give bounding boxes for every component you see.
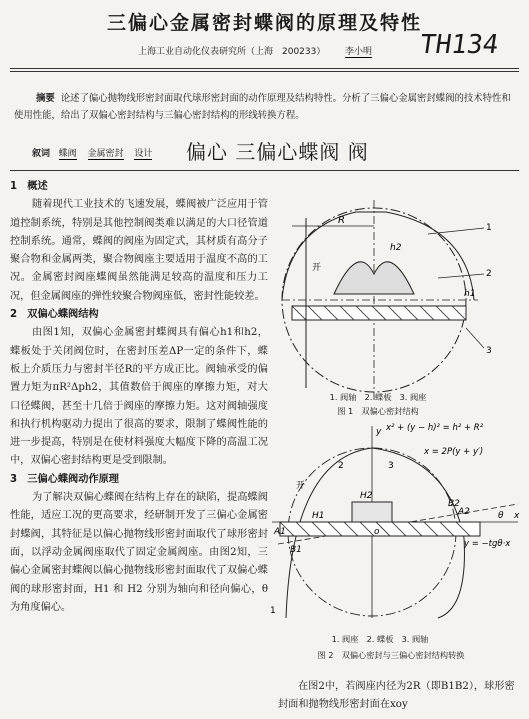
fig2-label-n3: 3	[388, 461, 394, 471]
fig2-label-a2: A2	[458, 507, 470, 517]
fig2-eq-parabola: x = 2P(y + y′)	[424, 447, 484, 457]
handwritten-keywords: 偏心 三偏心蝶阀 阀	[186, 140, 369, 164]
fig1-label-h1: h1	[464, 289, 476, 299]
fig2-label-n2: 2	[338, 461, 344, 471]
fig2-label-y: y	[376, 427, 382, 437]
fig1-label-h2: h2	[390, 243, 402, 253]
fig2-label-x: x	[514, 511, 520, 521]
figure-1-diagram	[278, 178, 523, 418]
fig2-seat	[280, 522, 480, 536]
fig2-label-b2: B2	[448, 499, 460, 509]
fig2-label-o: o	[374, 527, 380, 537]
keyword-2: 金属密封	[87, 149, 124, 159]
fig1-label-r: R	[338, 215, 345, 226]
paragraph-1: 随着现代工业技术的飞速发展，蝶阀被广泛应用于管道控制系统，特别是其他控制阀类难以满足的大口径管道控制系统。通常，蝶阀的阀座为固定式，其材质有高分子聚合物和金属两类，聚合物阀座主要适用于温度不高的工况。金属密封阀座蝶阀虽然能满足较高的温度和压力工况，但金属阀座的弹性较聚合物阀座低，密封性能较差。	[10, 199, 268, 302]
keywords	[32, 146, 160, 159]
figure-2-legend: 1. 阀座 2. 蝶板 3. 阀轴	[331, 634, 429, 644]
fig2-label-h1: H1	[312, 511, 325, 521]
header-rule-top	[10, 68, 519, 69]
fig1-label-n2: 2	[486, 269, 492, 279]
section-1-title: 1 概述	[10, 181, 48, 192]
paragraph-3: 为了解决双偏心蝶阀在结构上存在的缺陷，提高蝶阀性能，适应工况的更高要求，经研制开发了三偏心金属密封蝶阀，其特征是以偏心抛物线形密封面取代了球形密封面，以浮动金属阀座取代了固定金属阀座。由图2知，三偏心金属密封蝶阀以偏心抛物线形密封面取代了双偏心蝶阀的球形密封面，H1 和 H2 分别为轴向和径向偏心，θ 为角度偏心。	[10, 492, 268, 613]
page-title: 三偏心金属密封蝶阀的原理及特性	[106, 12, 422, 34]
paragraph-4: 在图2中，若阀座内径为2R（即B1B2），球形密封面和抛物线形密封面在xoy	[278, 681, 515, 710]
fig1-leader-3	[466, 328, 484, 348]
fig2-label-b1: B1	[290, 545, 302, 555]
affiliation: 上海工业自动化仪表研究所（上海 200233）	[138, 47, 326, 57]
figure-2-caption: 图 2 双偏心密封与三偏心密封结构转换	[317, 650, 465, 660]
fig1-leader-2	[438, 274, 484, 278]
fig2-eq-line: y = −tgθ·x	[464, 539, 511, 549]
fig2-shaft-block	[352, 502, 392, 522]
keywords-label: 叙词	[32, 149, 51, 159]
fig2-label-a1: A1	[274, 527, 286, 537]
figure-1-caption: 图 1 双偏心密封结构	[337, 406, 419, 416]
abstract-label: 摘要	[36, 93, 55, 104]
fig2-label-n1: 1	[270, 606, 276, 616]
author-name: 李小明	[345, 44, 372, 58]
figure-1-legend: 1. 阀轴 2. 蝶板 3. 阀座	[329, 392, 427, 402]
fig2-label-h2: H2	[360, 491, 373, 501]
figure-2-diagram	[268, 418, 526, 634]
fig1-label-n3: 3	[486, 346, 492, 356]
keyword-3: 设计	[134, 149, 153, 159]
keywords-rule	[10, 170, 519, 171]
fig1-label-n1: 1	[486, 223, 492, 233]
body-left-column	[10, 178, 268, 617]
section-2-title: 2 双偏心蝶阀结构	[10, 309, 99, 321]
fig2-eq-circle: x² + (y − h)² = h² + R²	[386, 423, 484, 433]
fig2-label-open: 开	[296, 481, 306, 491]
header-rule-bottom	[10, 71, 519, 72]
section-3-title: 3 三偏心蝶阀动作原理	[10, 473, 119, 485]
keyword-1: 蝶阀	[58, 149, 77, 159]
paragraph-2: 由图1知，双偏心金属密封蝶阀具有偏心h1和h2，蝶板处于关闭阀位时，在密封压差ΔP一定的条件下，蝶板上介质压力与密封半径R的平方成正比。阀轴承受的偏置力矩为πR²Δph2，其值数倍于阀座的摩擦力矩，对大口径蝶阀，甚至十几倍于阀座的摩擦力矩。这对阀轴强度和执行机构驱动力提出了很高的要求，限制了蝶阀性能的进一步提高，特别是在使材料强度大幅度下降的高温工况中，双偏心密封结构更是受到限制。	[10, 327, 268, 467]
fig2-label-theta: θ	[498, 511, 504, 521]
abstract-text: 论述了偏心抛物线形密封面取代球形密封面的动作原理及结构特性。分析了三偏心金属密封蝶阀的技术特性和使用性能，给出了双偏心密封结构与三偏心密封结构的形线转换方程。	[14, 93, 511, 121]
handwritten-class-code: TH134	[417, 30, 501, 60]
abstract	[14, 90, 519, 124]
fig1-label-open: 开	[312, 263, 322, 273]
